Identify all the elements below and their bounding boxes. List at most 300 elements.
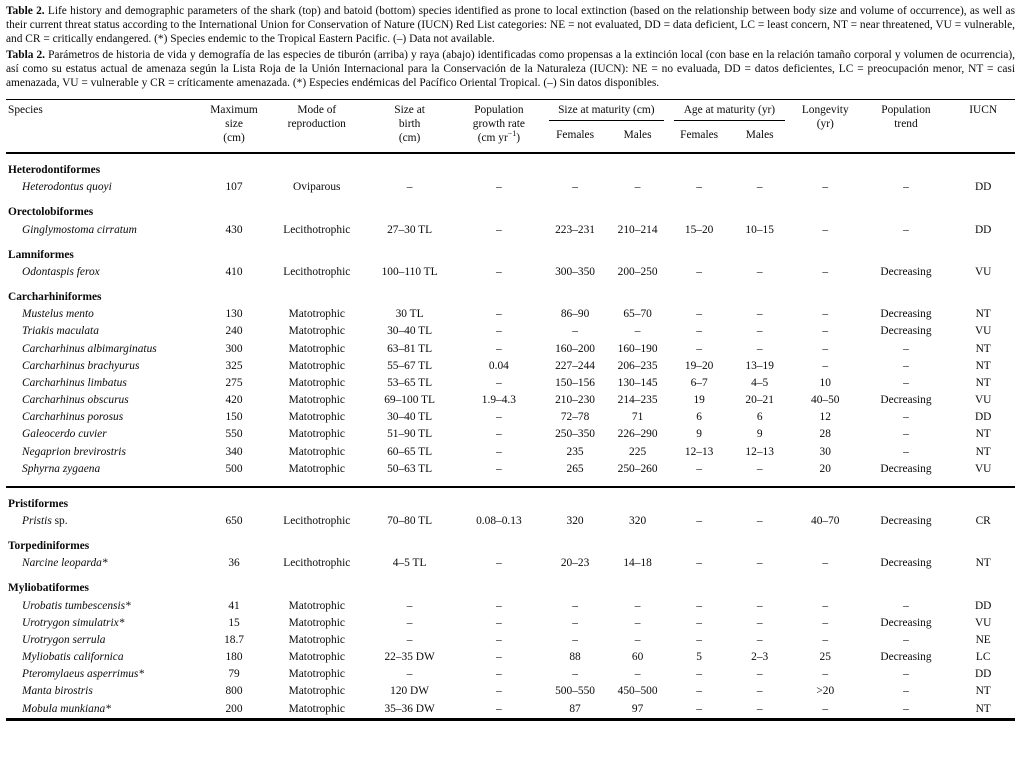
value-cell: – bbox=[496, 308, 502, 321]
value-cell: Matotrophic bbox=[288, 702, 345, 715]
value-cell: 50–63 TL bbox=[387, 462, 433, 475]
value-cell: 30–40 TL bbox=[387, 411, 433, 424]
species-name-italic: Heterodontus quoyi bbox=[22, 181, 112, 194]
value-cell: Matotrophic bbox=[288, 668, 345, 681]
species-name bbox=[6, 222, 200, 239]
species-row bbox=[6, 701, 1015, 720]
value-cell: – bbox=[696, 702, 702, 715]
pop-growth-unit-post: ) bbox=[516, 132, 521, 145]
value-cell: 9 bbox=[696, 428, 702, 441]
value-cell: 40–50 bbox=[811, 394, 840, 407]
value-cell: – bbox=[496, 668, 502, 681]
value-cell: – bbox=[496, 651, 502, 664]
value-cell: 223–231 bbox=[555, 223, 595, 236]
value-cell: – bbox=[822, 265, 829, 278]
species-name-italic: Manta birostris bbox=[22, 685, 93, 698]
value-cell: – bbox=[634, 616, 641, 629]
value-cell: 53–65 TL bbox=[387, 376, 433, 389]
col-header-mode-of-reproduction bbox=[268, 100, 365, 153]
value-cell: 210–214 bbox=[617, 223, 658, 236]
species-row bbox=[6, 666, 1015, 683]
iucn-status: DD bbox=[974, 181, 992, 194]
species-name bbox=[6, 615, 200, 632]
value-cell: 150–156 bbox=[555, 376, 595, 389]
value-cell: 300–350 bbox=[555, 265, 595, 278]
iucn-status: NT bbox=[975, 376, 991, 389]
value-cell: 210–230 bbox=[555, 394, 595, 407]
species-name bbox=[6, 264, 200, 281]
value-cell: – bbox=[903, 445, 909, 458]
col-header-longevity bbox=[790, 100, 861, 153]
value-cell: – bbox=[572, 325, 578, 338]
value-cell: 12 bbox=[819, 411, 831, 424]
value-cell: – bbox=[634, 181, 641, 194]
value-cell: – bbox=[903, 223, 909, 236]
value-cell: 14–18 bbox=[623, 557, 652, 570]
value-cell: 13–19 bbox=[745, 359, 774, 372]
value-cell: 410 bbox=[225, 265, 243, 278]
caption-english-label: Table 2. bbox=[6, 5, 45, 17]
value-cell: Matotrophic bbox=[288, 428, 345, 441]
value-cell: – bbox=[496, 685, 502, 698]
species-name-italic: Pristis bbox=[22, 514, 52, 527]
value-cell: Matotrophic bbox=[288, 651, 345, 664]
caption-spanish-label: Tabla 2. bbox=[6, 48, 46, 61]
value-cell: 240 bbox=[225, 325, 243, 338]
value-cell: 200 bbox=[225, 702, 243, 715]
value-cell: Decreasing bbox=[880, 265, 932, 278]
species-name-italic: Triakis maculata bbox=[22, 325, 99, 338]
col-header-population-growth-rate bbox=[454, 100, 544, 153]
value-cell: 320 bbox=[629, 514, 647, 527]
table-header bbox=[6, 100, 1015, 153]
value-cell: Matotrophic bbox=[288, 359, 345, 372]
value-cell: Decreasing bbox=[880, 514, 932, 527]
value-cell: 130–145 bbox=[617, 376, 658, 389]
species-name-italic: Sphyrna zygaena bbox=[22, 462, 101, 475]
value-cell: 97 bbox=[631, 702, 644, 715]
species-name-italic: Pteromylaeus asperrimus* bbox=[22, 668, 145, 681]
iucn-status: NT bbox=[975, 445, 991, 458]
longevity-line1: Longevity bbox=[801, 104, 849, 117]
order-row bbox=[6, 196, 1015, 221]
value-cell: – bbox=[903, 633, 909, 646]
species-row bbox=[6, 461, 1015, 478]
value-cell: 65–70 bbox=[623, 308, 652, 321]
species-name bbox=[6, 179, 200, 196]
value-cell: 79 bbox=[228, 668, 240, 681]
iucn-status: NT bbox=[975, 342, 991, 355]
species-name-italic: Carcharhinus limbatus bbox=[22, 376, 127, 389]
col-header-size-at-birth bbox=[365, 100, 454, 153]
value-cell: 200–250 bbox=[617, 265, 658, 278]
value-cell: Decreasing bbox=[880, 616, 932, 629]
species-name bbox=[6, 341, 200, 358]
species-row bbox=[6, 615, 1015, 632]
value-cell: 35–36 DW bbox=[384, 702, 435, 715]
species-name bbox=[6, 701, 200, 720]
value-cell: – bbox=[634, 668, 641, 681]
value-cell: 71 bbox=[631, 411, 644, 424]
species-row bbox=[6, 632, 1015, 649]
value-cell: 19 bbox=[693, 394, 705, 407]
iucn-status: DD bbox=[974, 599, 992, 612]
value-cell: – bbox=[572, 616, 578, 629]
value-cell: 40–70 bbox=[811, 514, 840, 527]
value-cell: Matotrophic bbox=[288, 411, 345, 424]
value-cell: – bbox=[822, 223, 829, 236]
col-header-age-maturity-males: Males bbox=[745, 128, 774, 141]
value-cell: 9 bbox=[756, 428, 763, 441]
iucn-status: CR bbox=[975, 514, 991, 527]
iucn-status: LC bbox=[975, 651, 991, 664]
value-cell: 500 bbox=[225, 462, 243, 475]
section-divider-line bbox=[6, 478, 1015, 487]
value-cell: Matotrophic bbox=[288, 633, 345, 646]
value-cell: – bbox=[496, 633, 502, 646]
value-cell: 72–78 bbox=[560, 411, 590, 424]
species-name bbox=[6, 632, 200, 649]
col-header-size-maturity-females: Females bbox=[556, 128, 595, 141]
value-cell: 450–500 bbox=[617, 685, 658, 698]
value-cell: 19–20 bbox=[684, 359, 714, 372]
species-row bbox=[6, 649, 1015, 666]
value-cell: 206–235 bbox=[617, 359, 658, 372]
value-cell: – bbox=[903, 359, 909, 372]
col-group-size-at-maturity bbox=[544, 100, 669, 129]
iucn-status: NT bbox=[975, 359, 991, 372]
value-cell: 30–40 TL bbox=[387, 325, 433, 338]
size-birth-line2: birth bbox=[398, 118, 421, 131]
order-name: Orectolobiformes bbox=[8, 206, 94, 219]
value-cell: 100–110 TL bbox=[381, 265, 438, 278]
species-name-italic: Carcharhinus obscurus bbox=[22, 394, 129, 407]
value-cell: – bbox=[496, 342, 502, 355]
value-cell: – bbox=[756, 181, 763, 194]
species-row bbox=[6, 683, 1015, 700]
value-cell: – bbox=[696, 685, 702, 698]
species-row bbox=[6, 409, 1015, 426]
value-cell: – bbox=[696, 342, 702, 355]
species-name-italic: Carcharhinus brachyurus bbox=[22, 359, 140, 372]
value-cell: – bbox=[406, 668, 413, 681]
iucn-status: NT bbox=[975, 702, 991, 715]
value-cell: 15 bbox=[228, 616, 240, 629]
species-name bbox=[6, 666, 200, 683]
species-row bbox=[6, 513, 1015, 530]
max-size-line2: size bbox=[225, 118, 243, 131]
value-cell: 550 bbox=[225, 428, 243, 441]
value-cell: – bbox=[496, 411, 502, 424]
value-cell: 20–21 bbox=[745, 394, 774, 407]
value-cell: Lecithotrophic bbox=[283, 514, 351, 527]
value-cell: 430 bbox=[225, 223, 243, 236]
value-cell: Matotrophic bbox=[288, 376, 345, 389]
size-maturity-title: Size at maturity (cm) bbox=[549, 104, 664, 121]
species-row bbox=[6, 179, 1015, 196]
species-row bbox=[6, 222, 1015, 239]
value-cell: – bbox=[572, 599, 578, 612]
value-cell: – bbox=[756, 633, 763, 646]
value-cell: – bbox=[496, 376, 502, 389]
value-cell: – bbox=[696, 668, 702, 681]
value-cell: 36 bbox=[228, 557, 240, 570]
iucn-status: VU bbox=[974, 462, 992, 475]
value-cell: – bbox=[496, 223, 502, 236]
order-name: Pristiformes bbox=[8, 497, 69, 510]
value-cell: – bbox=[822, 181, 829, 194]
value-cell: – bbox=[756, 599, 763, 612]
value-cell: – bbox=[822, 342, 829, 355]
pop-growth-line2: growth rate bbox=[472, 118, 525, 131]
value-cell: – bbox=[903, 376, 909, 389]
mode-line2: reproduction bbox=[287, 118, 346, 131]
value-cell: 6 bbox=[756, 411, 763, 424]
value-cell: – bbox=[756, 616, 763, 629]
value-cell: – bbox=[822, 359, 829, 372]
species-row bbox=[6, 392, 1015, 409]
value-cell: Decreasing bbox=[880, 308, 932, 321]
species-name bbox=[6, 323, 200, 340]
value-cell: 325 bbox=[225, 359, 243, 372]
value-cell: 180 bbox=[225, 651, 243, 664]
value-cell: 20–23 bbox=[560, 557, 590, 570]
iucn-status: VU bbox=[974, 265, 992, 278]
value-cell: 63–81 TL bbox=[387, 342, 433, 355]
value-cell: 30 bbox=[819, 445, 831, 458]
value-cell: 4–5 bbox=[751, 376, 769, 389]
value-cell: – bbox=[756, 265, 763, 278]
value-cell: 150 bbox=[225, 411, 243, 424]
species-name-italic: Mustelus mento bbox=[22, 308, 94, 321]
col-group-age-at-maturity bbox=[669, 100, 790, 129]
value-cell: – bbox=[496, 599, 502, 612]
species-name bbox=[6, 598, 200, 615]
value-cell: Decreasing bbox=[880, 462, 932, 475]
value-cell: – bbox=[903, 702, 909, 715]
caption-spanish bbox=[6, 49, 1015, 91]
species-name-italic: Galeocerdo cuvier bbox=[22, 428, 107, 441]
species-row bbox=[6, 444, 1015, 461]
value-cell: – bbox=[496, 616, 502, 629]
order-row bbox=[6, 487, 1015, 513]
col-header-iucn: IUCN bbox=[969, 104, 998, 117]
value-cell: 300 bbox=[225, 342, 243, 355]
value-cell: 10–15 bbox=[745, 223, 774, 236]
col-header-age-maturity-females: Females bbox=[680, 128, 719, 141]
value-cell: 10 bbox=[819, 376, 831, 389]
iucn-status: DD bbox=[974, 668, 992, 681]
species-name-italic: Carcharhinus porosus bbox=[22, 411, 124, 424]
order-row bbox=[6, 530, 1015, 555]
value-cell: 160–190 bbox=[617, 342, 658, 355]
value-cell: >20 bbox=[816, 685, 835, 698]
value-cell: Matotrophic bbox=[288, 685, 345, 698]
value-cell: 0.04 bbox=[488, 359, 509, 372]
species-name bbox=[6, 513, 200, 530]
value-cell: – bbox=[696, 308, 702, 321]
value-cell: 51–90 TL bbox=[387, 428, 433, 441]
species-name-italic: Narcine leoparda* bbox=[22, 557, 108, 570]
iucn-status: VU bbox=[974, 394, 992, 407]
size-birth-line1: Size at bbox=[394, 104, 425, 117]
species-name-italic: Urobatis tumbescensis* bbox=[22, 599, 131, 612]
value-cell: – bbox=[903, 428, 909, 441]
value-cell: 5 bbox=[696, 651, 702, 664]
value-cell: – bbox=[822, 599, 829, 612]
value-cell: – bbox=[496, 428, 502, 441]
value-cell: – bbox=[822, 325, 829, 338]
value-cell: – bbox=[406, 599, 413, 612]
pop-growth-unit bbox=[456, 129, 542, 146]
species-row bbox=[6, 358, 1015, 375]
value-cell: 340 bbox=[225, 445, 243, 458]
order-name: Lamniformes bbox=[8, 248, 74, 261]
value-cell: – bbox=[756, 514, 763, 527]
col-header-size-maturity-males: Males bbox=[623, 128, 652, 141]
species-name bbox=[6, 426, 200, 443]
value-cell: – bbox=[406, 181, 413, 194]
species-row bbox=[6, 426, 1015, 443]
iucn-status: DD bbox=[974, 411, 992, 424]
max-size-line1: Maximum bbox=[210, 104, 258, 117]
value-cell: – bbox=[406, 633, 413, 646]
value-cell: – bbox=[634, 633, 641, 646]
value-cell: Lecithotrophic bbox=[283, 557, 351, 570]
iucn-status: NT bbox=[975, 557, 991, 570]
order-name: Torpediniformes bbox=[8, 540, 90, 553]
value-cell: Matotrophic bbox=[288, 616, 345, 629]
value-cell: 2–3 bbox=[751, 651, 769, 664]
value-cell: – bbox=[756, 702, 763, 715]
value-cell: Decreasing bbox=[880, 557, 932, 570]
value-cell: Matotrophic bbox=[288, 462, 345, 475]
iucn-status: NT bbox=[975, 685, 991, 698]
value-cell: – bbox=[903, 685, 909, 698]
value-cell: – bbox=[696, 265, 702, 278]
value-cell: 12–13 bbox=[684, 445, 714, 458]
value-cell: 41 bbox=[228, 599, 240, 612]
value-cell: 4–5 TL bbox=[392, 557, 427, 570]
value-cell: – bbox=[496, 702, 502, 715]
species-name-italic: Carcharhinus albimarginatus bbox=[22, 342, 157, 355]
value-cell: 225 bbox=[629, 445, 647, 458]
value-cell: 18.7 bbox=[224, 633, 244, 646]
iucn-status: DD bbox=[974, 223, 992, 236]
species-name bbox=[6, 444, 200, 461]
value-cell: 320 bbox=[566, 514, 584, 527]
value-cell: – bbox=[756, 685, 763, 698]
value-cell: 87 bbox=[569, 702, 581, 715]
longevity-line2: (yr) bbox=[816, 118, 834, 131]
value-cell: 500–550 bbox=[555, 685, 595, 698]
species-name bbox=[6, 683, 200, 700]
value-cell: – bbox=[696, 616, 702, 629]
value-cell: 86–90 bbox=[560, 308, 590, 321]
value-cell: – bbox=[822, 308, 829, 321]
value-cell: 800 bbox=[225, 685, 243, 698]
col-header-maximum-size bbox=[200, 100, 269, 153]
species-name bbox=[6, 375, 200, 392]
value-cell: – bbox=[572, 668, 578, 681]
value-cell: 107 bbox=[225, 181, 243, 194]
value-cell: 28 bbox=[819, 428, 831, 441]
value-cell: 30 TL bbox=[395, 308, 424, 321]
value-cell: 235 bbox=[566, 445, 584, 458]
species-name-italic: Odontaspis ferox bbox=[22, 265, 100, 278]
value-cell: – bbox=[756, 308, 763, 321]
value-cell: – bbox=[572, 633, 578, 646]
value-cell: – bbox=[822, 633, 829, 646]
pop-growth-unit-sup: −1 bbox=[507, 129, 517, 139]
value-cell: 25 bbox=[819, 651, 831, 664]
value-cell: 120 DW bbox=[390, 685, 430, 698]
value-cell: – bbox=[696, 633, 702, 646]
value-cell: 69–100 TL bbox=[384, 394, 435, 407]
col-header-population-trend bbox=[861, 100, 952, 153]
species-row bbox=[6, 555, 1015, 572]
value-cell: Matotrophic bbox=[288, 342, 345, 355]
order-row bbox=[6, 572, 1015, 597]
species-name-suffix: sp. bbox=[51, 514, 68, 527]
value-cell: 88 bbox=[569, 651, 581, 664]
section-divider-row bbox=[6, 478, 1015, 487]
value-cell: – bbox=[696, 462, 702, 475]
value-cell: – bbox=[822, 557, 829, 570]
value-cell: – bbox=[696, 514, 702, 527]
species-row bbox=[6, 375, 1015, 392]
species-row bbox=[6, 306, 1015, 323]
value-cell: – bbox=[822, 668, 829, 681]
value-cell: Oviparous bbox=[293, 181, 341, 194]
life-history-table bbox=[6, 99, 1015, 720]
value-cell: – bbox=[756, 342, 763, 355]
value-cell: 265 bbox=[566, 462, 584, 475]
order-name: Carcharhiniformes bbox=[8, 291, 102, 304]
iucn-status: NE bbox=[975, 633, 991, 646]
pop-trend-line2: trend bbox=[894, 118, 918, 131]
mode-line1: Mode of bbox=[297, 104, 337, 117]
value-cell: 6–7 bbox=[690, 376, 708, 389]
value-cell: Decreasing bbox=[880, 325, 932, 338]
value-cell: – bbox=[903, 181, 909, 194]
value-cell: Matotrophic bbox=[288, 599, 345, 612]
value-cell: – bbox=[903, 599, 909, 612]
order-name: Myliobatiformes bbox=[8, 582, 89, 595]
value-cell: – bbox=[822, 616, 829, 629]
value-cell: 160–200 bbox=[555, 342, 595, 355]
value-cell: – bbox=[634, 325, 641, 338]
value-cell: – bbox=[572, 181, 578, 194]
age-maturity-title: Age at maturity (yr) bbox=[674, 104, 785, 121]
value-cell: 227–244 bbox=[555, 359, 595, 372]
value-cell: – bbox=[634, 599, 641, 612]
value-cell: 70–80 TL bbox=[387, 514, 433, 527]
species-name-italic: Urotrygon serrula bbox=[22, 633, 106, 646]
species-name bbox=[6, 306, 200, 323]
species-name-italic: Myliobatis californica bbox=[22, 651, 124, 664]
value-cell: 130 bbox=[225, 308, 243, 321]
order-name: Heterodontiformes bbox=[8, 164, 101, 177]
value-cell: Matotrophic bbox=[288, 325, 345, 338]
value-cell: 6 bbox=[696, 411, 702, 424]
value-cell: – bbox=[756, 557, 763, 570]
value-cell: – bbox=[756, 325, 763, 338]
value-cell: – bbox=[756, 462, 763, 475]
caption-english-text: Life history and demographic parameters of the shark (top) and batoid (bottom) species identified as prone to local extinction (based on the relationship between body size and volume of occurrence), as well as their current threat status according to the International Union for Conservation of Nature (IUCN) Red List categories: NE = not evaluated, DD = data deficient, LC = least concern, NT = near threatened, VU = vulnerable, and CR = critically endangered. (*) Species endemic to the Tropical Eastern Pacific. (–) Data not available. bbox=[6, 5, 1015, 45]
iucn-status: VU bbox=[974, 616, 992, 629]
table-body bbox=[6, 153, 1015, 719]
